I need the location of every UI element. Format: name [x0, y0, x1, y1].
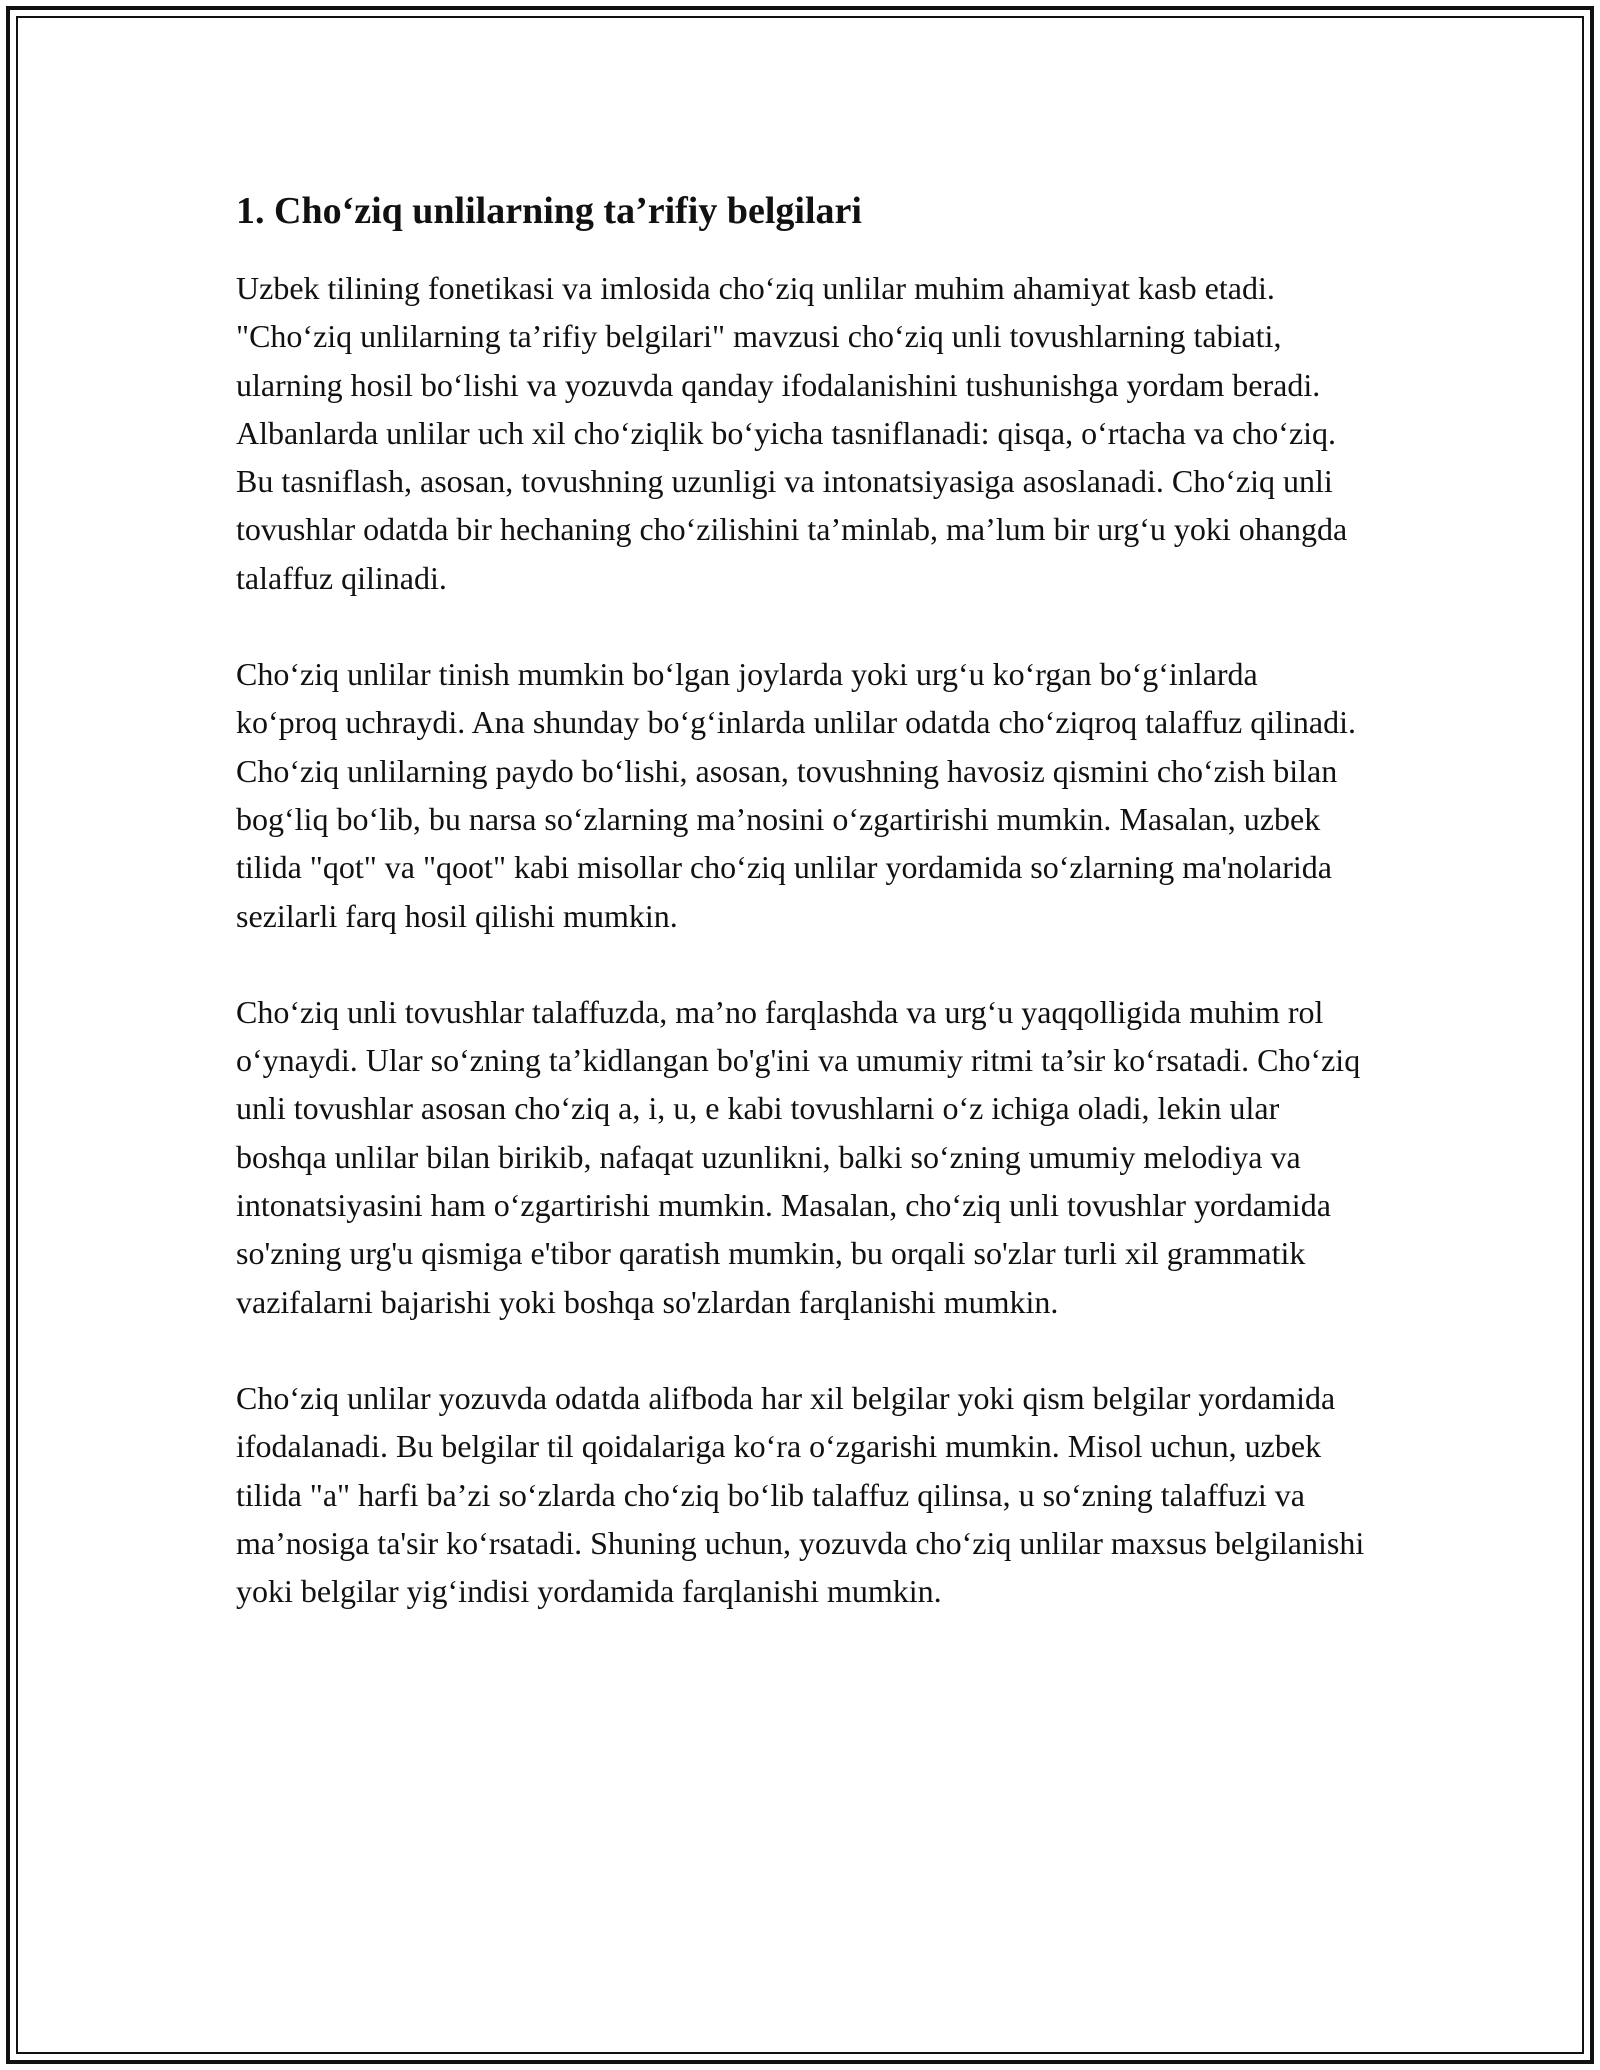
- section-heading: 1. Cho‘ziq unlilarning ta’rifiy belgilari: [236, 190, 862, 232]
- paragraph-2: Cho‘ziq unlilar tinish mumkin bo‘lgan joylarda yoki urg‘u ko‘rgan bo‘g‘inlarda ko‘proq uchraydi. Ana shunday bo‘g‘inlarda unlilar odatda cho‘ziqroq talaffuz qilinadi. Cho‘ziq unlilarning paydo bo‘lishi, asosan, tovushning havosiz qismini cho‘zish bilan bog‘liq bo‘lib, bu narsa so‘zlarning ma’nosini o‘zgartirishi mumkin. Masalan, uzbek tilida "qot" va "qoot" kabi misollar cho‘ziq unlilar yordamida so‘zlarning ma'nolarida sezilarli farq hosil qilishi mumkin.: [236, 656, 1356, 934]
- paragraph-3: Cho‘ziq unli tovushlar talaffuzda, ma’no farqlashda va urg‘u yaqqolligida muhim rol o‘ynaydi. Ular so‘zning ta’kidlangan bo'g'ini va umumiy ritmi ta’sir ko‘rsatadi. Cho‘ziq unli tovushlar asosan cho‘ziq a, i, u, e kabi tovushlarni o‘z ichiga oladi, lekin ular boshqa unlilar bilan birikib, nafaqat uzunlikni, balki so‘zning umumiy melodiya va intonatsiyasini ham o‘zgartirishi mumkin. Masalan, cho‘ziq unli tovushlar yordamida so'zning urg'u qismiga e'tibor qaratish mumkin, bu orqali so'zlar turli xil grammatik vazifalarni bajarishi yoki boshqa so'zlardan farqlanishi mumkin.: [236, 993, 1361, 1320]
- paragraph-1: Uzbek tilining fonetikasi va imlosida cho‘ziq unlilar muhim ahamiyat kasb etadi. "Cho‘ziq unlilarning ta’rifiy belgilari" mavzusi cho‘ziq unli tovushlarning tabiati, ularning hosil bo‘lishi va yozuvda qanday ifodalanishini tushunishga yordam beradi. Albanlarda unlilar uch xil cho‘ziqlik bo‘yicha tasniflanadi: qisqa, o‘rtacha va cho‘ziq. Bu tasniflash, asosan, tovushning uzunligi va intonatsiyasiga asoslanadi. Cho‘ziq unli tovushlar odatda bir hechaning cho‘zilishini ta’minlab, ma’lum bir urg‘u yoki ohangda talaffuz qilinadi.: [236, 270, 1348, 596]
- document-body: [236, 186, 1366, 1663]
- paragraph-4: Cho‘ziq unlilar yozuvda odatda alifboda har xil belgilar yoki qism belgilar yordamida ifodalanadi. Bu belgilar til qoidalariga ko‘ra o‘zgarishi mumkin. Misol uchun, uzbek tilida "a" harfi ba’zi so‘zlarda cho‘ziq bo‘lib talaffuz qilinsa, u so‘zning talaffuzi va ma’nosiga ta'sir ko‘rsatadi. Shuning uchun, yozuvda cho‘ziq unlilar maxsus belgilanishi yoki belgilar yig‘indisi yordamida farqlanishi mumkin.: [236, 1379, 1365, 1610]
